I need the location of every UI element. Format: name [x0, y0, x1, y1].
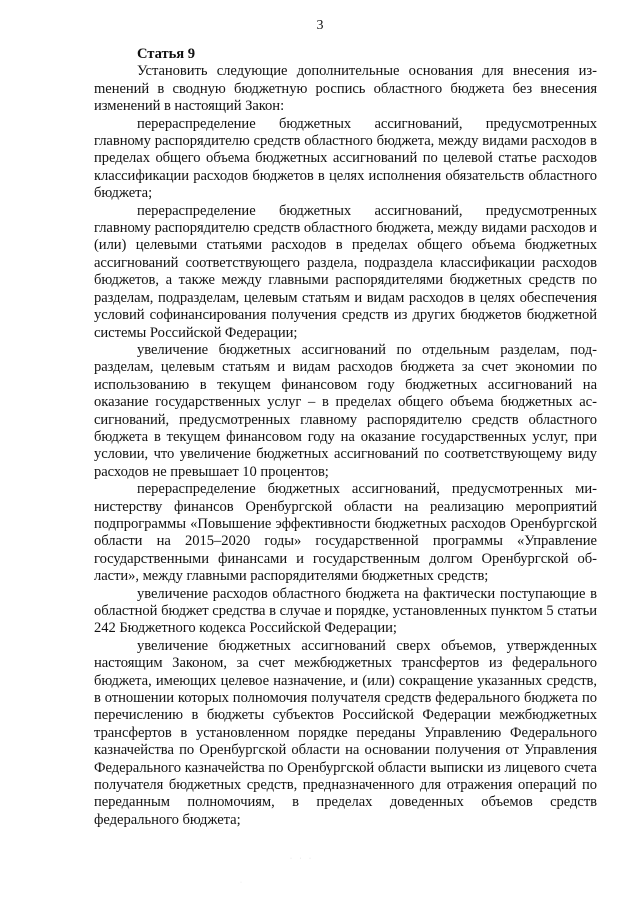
document-body	[94, 46, 597, 829]
scan-speck-dot: ·	[240, 880, 242, 886]
article-heading: Статья 9	[137, 46, 195, 62]
list-item-paragraph: перераспределение бюджетных ассигнований, предусмотренных главному распорядителю средств областного бюджета, между видами расходов и (или) целевыми статьями расходов в пределах общего объема бюджетных ассигнований соответствующего раздела, подраздела классификации расходов бюджетов, а также между главными распорядителями бюджетных средств по разделам, подразделам, целевым статьям и видам расходов в целях обеспечения условий софинансирования получения средств из других бюджетов бюджетной системы Российской Федерации;	[94, 202, 597, 341]
list-item-paragraph: увеличение расходов областного бюджета на фактически поступающие в областной бюджет средства в случае и порядке, установленных пунктом 5 статьи 242 Бюджетного кодекса Российской Федерации;	[94, 585, 597, 637]
page-number: 3	[316, 18, 324, 33]
scan-speck-marks: · · ·	[290, 856, 314, 862]
list-item-paragraph: перераспределение бюджетных ассигнований, предусмотренных главному распорядителю средств областного бюджета, между видами расходов в пределах общего объема бюджетных ассигнований по целевой статье расходов классификации расходов бюджетов в целях исполнения обязательств областного бюджета;	[94, 115, 597, 202]
list-item-paragraph: увеличение бюджетных ассигнований по отдельным разделам, подразделам, целевым статьям и видам расходов бюджета за счет экономии по использованию в текущем финансовом году бюджетных ассигнований на оказание государственных услуг – в пределах общего объема бюджетных ассигнований, предусмотренных главному распорядителю средств областного бюджета в текущем финансовом году на оказание государственных услуг, при условии, что увеличение бюджетных ассигнований по соответствующему виду расходов не превышает 10 процентов;	[94, 341, 597, 480]
list-item-paragraph: перераспределение бюджетных ассигнований, предусмотренных министерству финансов Оренбургской области на реализацию мероприятий подпрограммы «Повышение эффективности бюджетных расходов Оренбургской области на 2015–2020 годы» государственной программы «Управление государственными финансами и государственным долгом Оренбургской области», между главными распорядителями бюджетных средств;	[94, 481, 597, 585]
list-item-paragraph: увеличение бюджетных ассигнований сверх объемов, утвержденных настоящим Законом, за счет межбюджетных трансфертов из федерального бюджета, имеющих целевое назначение, и (или) сокращение указанных средств, в отношении которых полномочия получателя средств федерального бюджета по перечислению в бюджеты субъектов Российской Федерации межбюджетных трансфертов в установленном порядке переданы Управлению Федерального казначейства по Оренбургской области на основании получения от Управления Федерального казначейства по Оренбургской области выписки из лицевого счета получателя бюджетных средств, предназначенного для отражения операций по переданным полномочиям, в пределах доведенных объемов средств федерального бюджета;	[94, 637, 597, 828]
intro-paragraph: Установить следующие дополнительные основания для внесения изmенений в сводную бюджетную роспись областного бюджета без внесения изменений в настоящий Закон:	[94, 63, 597, 115]
